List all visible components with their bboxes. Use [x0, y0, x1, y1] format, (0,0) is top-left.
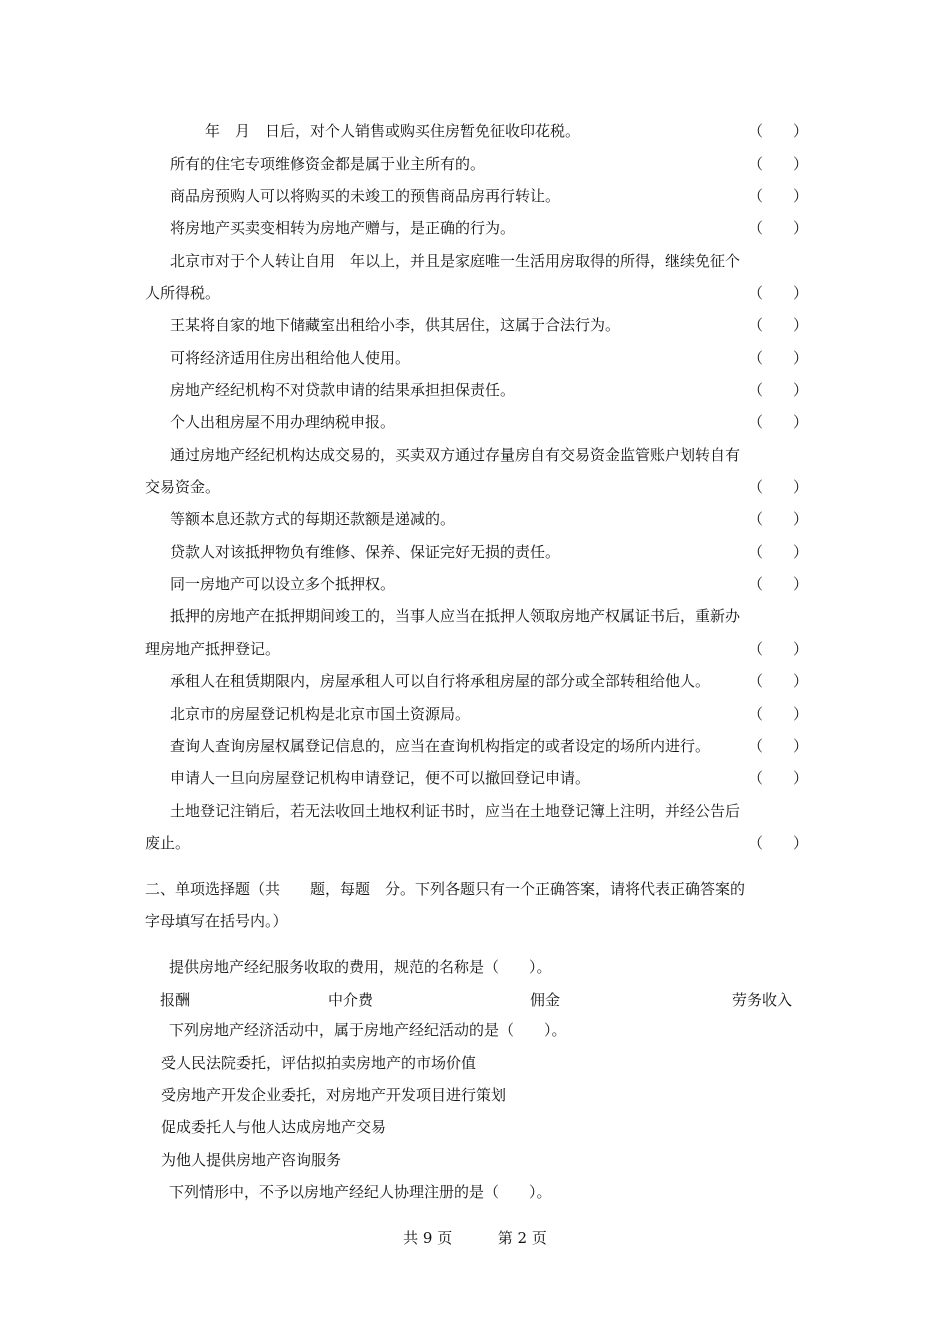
- tf-item-text: 土地登记注销后，若无法收回土地权利证书时，应当在土地登记簿上注明，并经公告后: [170, 802, 741, 820]
- option-text: 为他人提供房地产咨询服务: [161, 1151, 342, 1169]
- tf-item-17: [145, 730, 808, 762]
- question-text: 提供房地产经纪服务收取的费用，规范的名称是（ ）。: [169, 958, 552, 976]
- option-text: 受房地产开发企业委托，对房地产开发项目进行策划: [161, 1086, 507, 1104]
- section-heading: [145, 873, 808, 905]
- tf-item-13: [145, 568, 808, 600]
- tf-item-19-cont: [145, 827, 808, 859]
- question-2-option-c: [145, 1111, 808, 1143]
- question-2-stem: [145, 1014, 808, 1046]
- answer-blank: （ ）: [747, 284, 808, 302]
- tf-item-9: [145, 406, 808, 438]
- tf-item-text: 年 月 日后，对个人销售或购买住房暂免征收印花税。: [205, 122, 581, 140]
- tf-item-3: [145, 180, 808, 212]
- tf-item-7: [145, 342, 808, 374]
- answer-blank: （ ）: [747, 640, 808, 658]
- answer-blank: （ ）: [747, 705, 808, 723]
- tf-item-text: 抵押的房地产在抵押期间竣工的，当事人应当在抵押人领取房地产权属证书后，重新办: [170, 607, 741, 625]
- tf-item-10-cont: [145, 471, 808, 503]
- option-a: 报酬: [160, 991, 191, 1009]
- tf-item-6: [145, 309, 808, 341]
- answer-blank: （ ）: [747, 381, 808, 399]
- tf-item-text: 北京市对于个人转让自用 年以上，并且是家庭唯一生活用房取得的所得，继续免征个: [170, 252, 741, 270]
- tf-item-14: [145, 600, 808, 632]
- tf-item-text: 查询人查询房屋权属登记信息的，应当在查询机构指定的或者设定的场所内进行。: [170, 737, 711, 755]
- tf-item-19: [145, 795, 808, 827]
- question-text: 下列情形中，不予以房地产经纪人协理注册的是（ ）。: [169, 1183, 552, 1201]
- tf-item-text: 人所得税。: [145, 284, 221, 302]
- answer-blank: （ ）: [747, 478, 808, 496]
- tf-item-1: [145, 115, 808, 147]
- answer-blank: （ ）: [747, 187, 808, 205]
- current-page: 第 2 页: [497, 1229, 547, 1247]
- tf-item-text: 理房地产抵押登记。: [145, 640, 281, 658]
- option-b: 中介费: [328, 991, 374, 1009]
- answer-blank: （ ）: [747, 769, 808, 787]
- tf-item-16: [145, 698, 808, 730]
- option-text: 受人民法院委托，评估拟拍卖房地产的市场价值: [161, 1054, 477, 1072]
- section-heading-line: 二、单项选择题（共 题，每题 分。下列各题只有一个正确答案，请将代表正确答案的: [145, 880, 746, 898]
- question-2-option-a: [145, 1047, 808, 1079]
- tf-item-text: 王某将自家的地下储藏室出租给小李，供其居住，这属于合法行为。: [170, 316, 621, 334]
- tf-item-10: [145, 439, 808, 471]
- question-2-option-b: [145, 1079, 808, 1111]
- tf-item-text: 等额本息还款方式的每期还款额是递减的。: [170, 510, 456, 528]
- tf-item-text: 贷款人对该抵押物负有维修、保养、保证完好无损的责任。: [170, 543, 561, 561]
- option-c: 佣金: [530, 991, 561, 1009]
- question-1-options: [160, 984, 800, 1016]
- answer-blank: （ ）: [747, 575, 808, 593]
- tf-item-text: 北京市的房屋登记机构是北京市国土资源局。: [170, 705, 471, 723]
- question-3-stem: [145, 1176, 808, 1208]
- answer-blank: （ ）: [747, 349, 808, 367]
- tf-item-text: 申请人一旦向房屋登记机构申请登记，便不可以撤回登记申请。: [170, 769, 591, 787]
- question-1-stem: [145, 951, 808, 983]
- option-d: 劳务收入: [732, 991, 793, 1009]
- tf-item-text: 承租人在租赁期限内，房屋承租人可以自行将承租房屋的部分或全部转租给他人。: [170, 672, 711, 690]
- tf-item-text: 房地产经纪机构不对贷款申请的结果承担担保责任。: [170, 381, 516, 399]
- tf-item-text: 交易资金。: [145, 478, 221, 496]
- answer-blank: （ ）: [747, 737, 808, 755]
- tf-item-text: 个人出租房屋不用办理纳税申报。: [170, 413, 396, 431]
- question-2-option-d: [145, 1144, 808, 1176]
- answer-blank: （ ）: [747, 413, 808, 431]
- tf-item-text: 商品房预购人可以将购买的未竣工的预售商品房再行转让。: [170, 187, 561, 205]
- section-heading-cont: [145, 905, 808, 937]
- answer-blank: （ ）: [747, 122, 808, 140]
- section-heading-line: 字母填写在括号内。）: [145, 912, 288, 930]
- answer-blank: （ ）: [747, 834, 808, 852]
- tf-item-2: [145, 148, 808, 180]
- answer-blank: （ ）: [747, 510, 808, 528]
- total-pages: 共 9 页: [403, 1229, 453, 1247]
- answer-blank: （ ）: [747, 155, 808, 173]
- tf-item-8: [145, 374, 808, 406]
- option-text: 促成委托人与他人达成房地产交易: [161, 1118, 387, 1136]
- answer-blank: （ ）: [747, 672, 808, 690]
- page-footer: [0, 1222, 950, 1254]
- tf-item-text: 通过房地产经纪机构达成交易的，买卖双方通过存量房自有交易资金监管账户划转自有: [170, 446, 741, 464]
- tf-item-15: [145, 665, 808, 697]
- answer-blank: （ ）: [747, 316, 808, 334]
- tf-item-text: 所有的住宅专项维修资金都是属于业主所有的。: [170, 155, 486, 173]
- tf-item-11: [145, 503, 808, 535]
- question-text: 下列房地产经济活动中，属于房地产经纪活动的是（ ）。: [169, 1021, 567, 1039]
- answer-blank: （ ）: [747, 543, 808, 561]
- tf-item-text: 废止。: [145, 834, 191, 852]
- tf-item-5-cont: [145, 277, 808, 309]
- tf-item-text: 将房地产买卖变相转为房地产赠与，是正确的行为。: [170, 219, 516, 237]
- tf-item-18: [145, 762, 808, 794]
- tf-item-4: [145, 212, 808, 244]
- tf-item-text: 同一房地产可以设立多个抵押权。: [170, 575, 396, 593]
- tf-item-5: [145, 245, 808, 277]
- answer-blank: （ ）: [747, 219, 808, 237]
- tf-item-14-cont: [145, 633, 808, 665]
- tf-item-text: 可将经济适用住房出租给他人使用。: [170, 349, 411, 367]
- tf-item-12: [145, 536, 808, 568]
